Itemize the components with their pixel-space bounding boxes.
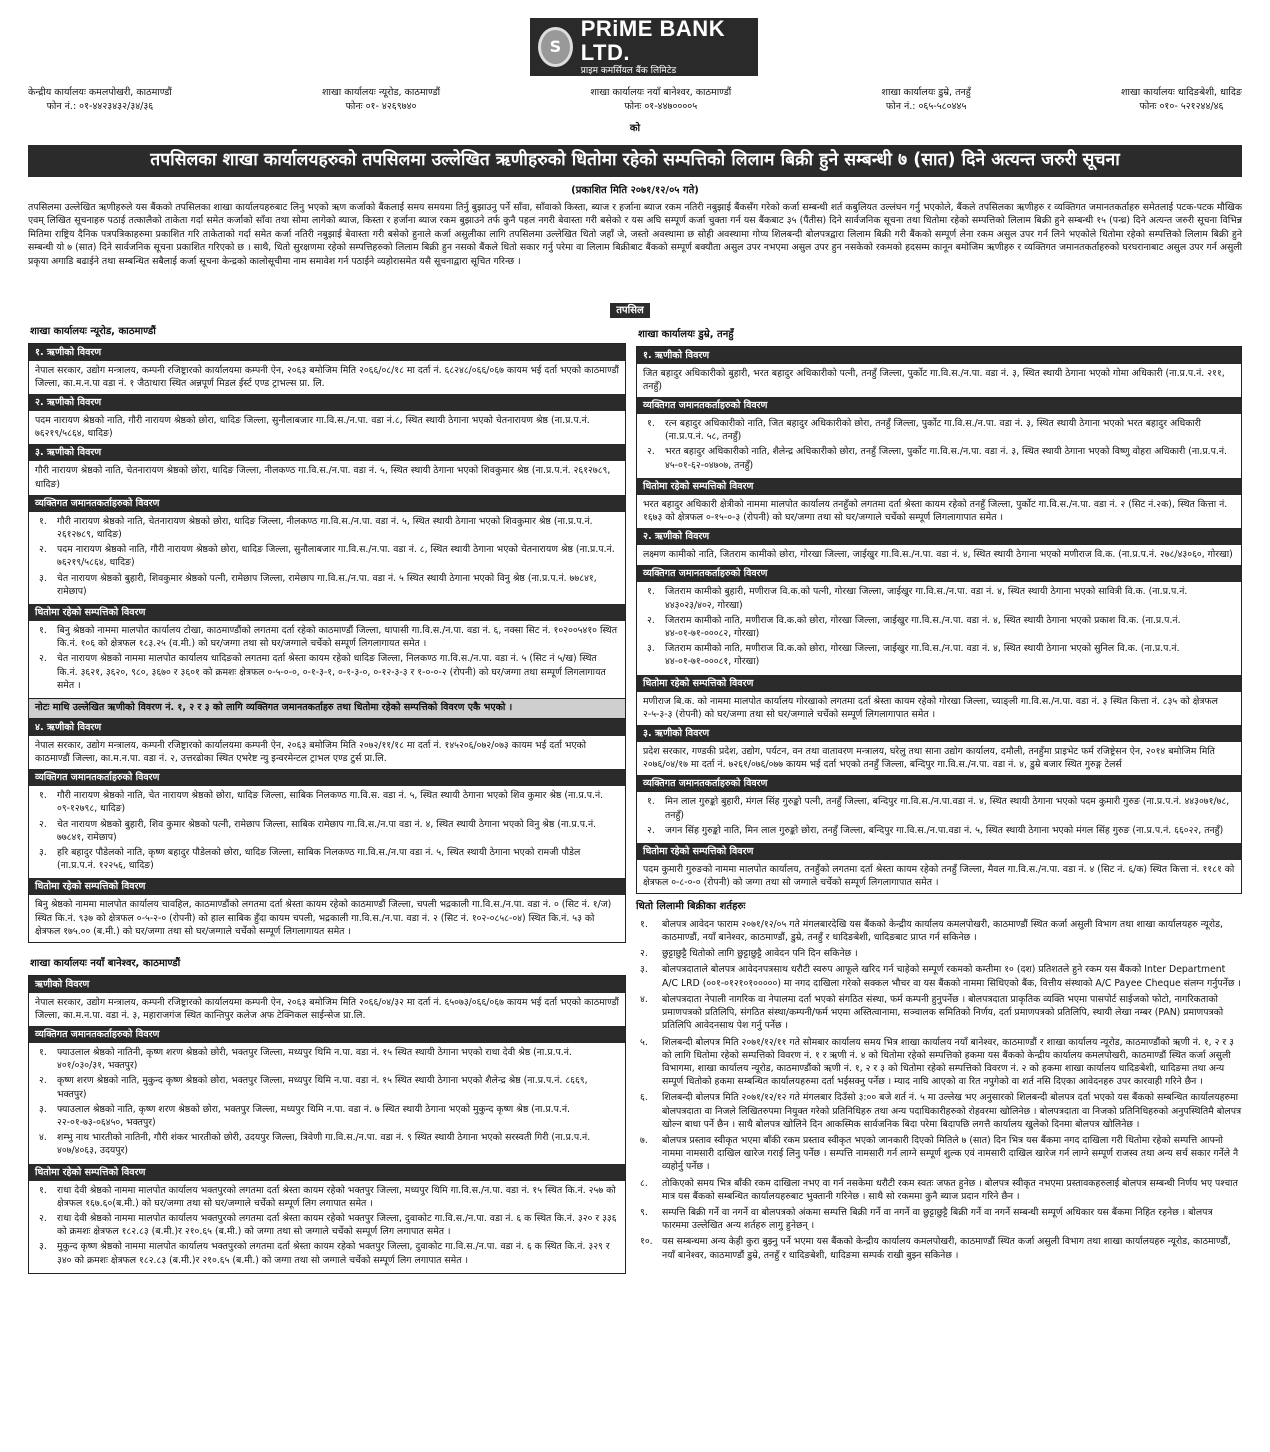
section-text: छुट्टाछुट्टै धितोको लागि छुट्टाछुट्टै आवेदन पनि दिन सकिनेछ । [662, 948, 858, 960]
term-item [636, 947, 1242, 960]
logo-brand: PRiME BANK LTD. [580, 16, 726, 65]
section-text [637, 792, 1241, 843]
logo-nepali: प्राइम कमर्सियल बैंक लिमिटेड [580, 66, 677, 76]
section-text: जित बहादुर अधिकारीको बुहारी, भरत बहादुर अधिकारीको पत्नी, तनहुँ जिल्ला, पुर्कोट गा.वि.स./न.पा. वडा नं. ३, स्थित स्थायी ठेगाना भएको गोमा अधिकारी (ना.प्र.प.नं. २११, तनहुँ) [643, 367, 1225, 392]
section-text: मणीराज बि.क. को नाममा मालपोत कार्यालय गोरखाको लगतमा दर्ता श्रेस्ता कायम रहेको गोरखा जिल्ला, च्याङ्ली गा.वि.स./न.पा. वडा नं. ३ स्थित कित्ता नं. ८३५ को क्षेत्रफल २-५-३-३ (रोपनी) को घर/जग्गा तथा सो घर/जग्गाले चर्चेको सम्पूर्ण लिगलागापात समेत । [643, 695, 1218, 720]
item-number: ५. [640, 1036, 648, 1048]
section-text: चेत नारायण श्रेष्ठको नाममा मालपोत कार्यालय धादिङको लगतमा दर्ता श्रेस्ता कायम रहेको धादिङ जिल्ला, निलकण्ठ गा.वि.स./न.पा. वडा नं. ५ (सिट नं ५/ख) स्थित कि.नं. ३६२१, ३६२०, ९८०, ३६७० र ३६०१ को क्रमशः क्षेत्रफल ०-५-०-०, ०-१-३-१, ०-१-३-०, ०-१२-३-३ र १-०-०-२ (रोपनी) को घर/जग्गा तथा सम्पूर्ण लिगलागायत समेत । [57, 653, 606, 691]
section-heading: व्यक्तिगत जमानतकर्ताहरुको विवरण [637, 565, 1241, 582]
left-column [28, 325, 626, 1274]
item-number: ८. [640, 1177, 648, 1189]
item-number: १. [39, 515, 47, 527]
item-number: २. [647, 614, 655, 626]
section-heading: व्यक्तिगत जमानतकर्ताहरुको विवरण [29, 769, 625, 786]
section-text: पदम नारायण श्रेष्ठको नाति, गौरी नारायण श्रेष्ठको छोरा, धादिङ जिल्ला, सुनौलाबजार गा.वि.स./न.पा. वडा नं.८, स्थित स्थायी ठेगाना भएको चेतनारायण श्रेष्ठ (ना.प्र.प.नं. ७६२१९/५८६४, धादिङ) [35, 414, 590, 440]
borrower-block [28, 975, 626, 1274]
section-text: लक्ष्मण कामीको नाति, जितराम कामीको छोरा, गोरखा जिल्ला, जाईखुर गा.वि.स./न.पा. वडा नं. ४, स्थित स्थायी ठेगाना भएको मणीराज वि.क. (ना.प्र.प.नं. २७८/४३०६०, गोरखा) [643, 549, 1233, 561]
section-text: भरत बहादुर अधिकारी क्षेत्रीको नाममा मालपोत कार्यालय तनहुँको लगतमा दर्ता श्रेस्ता कायम रहेको तनहुँ जिल्ला, पुर्कोट गा.वि.स./न.पा. वडा नं. २ (सिट नं.२क), स्थित कित्ता नं. १६७३ को क्षेत्रफल ०-१५-०-३ (रोपनी) को घर/जग्गा तथा सो घर/जग्गाले चर्चेको सम्पूर्ण लिगलागापात समेत । [643, 498, 1228, 523]
borrower-block [28, 343, 626, 699]
section-text: चेत नारायण श्रेष्ठको बुहारी, शिव कुमार श्रेष्ठको पत्नी, रामेछाप जिल्ला, साबिक रामेछाप गा.वि.स./न.पा वडा नं. ४, स्थित स्थायी ठेगाना भएको विनु श्रेष्ठ (ना.प्र.प.नं. ७७८४१, रामेछाप) [57, 818, 597, 843]
branch-dumre: शाखा कार्यालयः डुम्रे, तनहुँ [638, 329, 734, 340]
section-text: नेपाल सरकार, उद्योग मन्त्रालय, कम्पनी रजिष्ट्रारको कार्यालयमा कम्पनी ऐन, २०६३ बमोजिम मिति २०७२/११/१८ मा दर्ता नं. १४५२०६/०७२/०७३ कायम भई दर्ता भएको काठमाण्डौं जिल्ला, का.म.न.पा. वडा नं. २, उत्तरढोका स्थित एभरेष्ट न्यु इन्वरमेन्टल ट्राभल एण्ड टुर्स प्रा.लि. [35, 739, 587, 764]
branch-newroad: शाखा कार्यालयः न्यूरोड, काठमाण्डौं [30, 326, 156, 337]
section-text: बोलपत्र आवेदन फाराम २०७१/१२/०५ गते मंगलबारदेखि यस बैंकको केन्द्रीय कार्यालय कमलपोखरी, काठमाण्डौं स्थित कर्जा असुली विभाग तथा शाखा कार्यालयहरु न्यूरोड, काठमाण्डौं, नयाँ बानेश्वर, काठमाण्डौं, डुम्रे, तनहुँ र धादिङबेशी, धादिङबाट प्राप्त गर्न सकिनेछ । [662, 918, 1223, 944]
section-text: नेपाल सरकार, उद्योग मन्त्रालय, कम्पनी रजिष्ट्रारको कार्यालयमा कम्पनी ऐन, २०६३ बमोजिम मिति २०६६/०८/१८ मा दर्ता नं. ६८२४८/०६६/०६७ कायम भई दर्ता भएको काठमाण्डौं जिल्ला, का.म.न.पा वडा नं. १ जैठाधारा स्थित अन्नपूर्ण मिडल ईर्स्ट एण्ड ट्राभल्स प्रा. लि. [35, 364, 619, 389]
item-number: ७. [640, 1134, 648, 1146]
item-number: ४. [640, 993, 648, 1005]
item-number: ३. [647, 643, 655, 655]
section-text: बिनु श्रेष्ठको नाममा मालपोत कार्यालय टोखा, काठमाण्डौंको लगतमा दर्ता रहेको काठमाण्डौं जिल्ला, धापासी गा.वि.स./न.पा. वडा नं. ६, नक्सा सिट नं. १०२००५४१० स्थित कि.नं. १०६ को क्षेत्रफल १८३.२५ (व.मी.) को घर/जग्गा तथा सो घर/जग्गाले चर्चेको सम्पूर्ण लिगलागायत समेत । [57, 624, 618, 650]
borrower-block [28, 718, 626, 943]
list-item [35, 789, 619, 815]
item-number: ९. [640, 1206, 648, 1218]
term-item [636, 1177, 1242, 1203]
section-heading: ऋणीको विवरण [29, 976, 625, 993]
item-number: २. [647, 824, 655, 836]
section-heading: धितोमा रहेको सम्पत्तिको विवरण [637, 843, 1241, 860]
section-heading: ३. ऋणीको विवरण [29, 444, 625, 461]
term-item [636, 1206, 1242, 1232]
item-number: १. [39, 1184, 47, 1196]
list-item [35, 1046, 619, 1072]
section-text: पदम नारायण श्रेष्ठको नाति, गौरी नारायण श्रेष्ठको छोरा, धादिङ जिल्ला, सुनौलाबजार गा.वि.स./न.पा. वडा नं. ८, स्थित स्थायी ठेगाना भएको चेतनारायण श्रेष्ठ (ना.प्र.प.नं. ७६२१९/५८६४, धादिङ) [57, 544, 615, 569]
section-heading: ४. ऋणीको विवरण [29, 719, 625, 736]
item-number: २. [647, 446, 655, 458]
list-item [35, 1074, 619, 1100]
section-text [29, 786, 625, 878]
branch-baneshwor: शाखा कार्यालयः नयाँ बानेश्वर, काठमाण्डौं [30, 958, 181, 969]
term-item [636, 1235, 1242, 1261]
section-text: मिन लाल गुरुङ्को बुहारी, मंगल सिंह गुरुङ्को पत्नी, तनहुँ जिल्ला, बन्दिपुर गा.वि.स./न.पा.वडा नं. ४, स्थित स्थायी ठेगाना भएको पदम कुमारी गुरुङ (ना.प्र.प.नं. ४४३०७१/७८, तनहुँ) [665, 796, 1230, 821]
office-list [28, 86, 1242, 116]
section-text: पदम कुमारी गुरुङको नाममा मालपोत कार्यालय, तनहुँको लगतमा दर्ता श्रेस्ता कायम रहेको तनहुँ जिल्ला, मैवल गा.वि.स./न.पा. वडा नं. ४ (सिट नं. ६/क) स्थित कित्ता नं. ११८१ को क्षेत्रफल ०-८-०-० (रोपनी) को जग्गा तथा सो जग्गाले चर्चेको सम्पूर्ण लिगलागापात समेत । [643, 863, 1235, 889]
list-item [643, 445, 1235, 471]
section-text: राधा देवी श्रेष्ठको नाममा मालपोत कार्यालय भक्तपुरको लगतमा दर्ता श्रेस्ता कायम रहेको भक्तपुर जिल्ला, दुवाकोट गा.वि.स./न.पा. वडा नं. ६ क स्थित कि.नं. ३२० र ३३६ को क्रमशः क्षेत्रफल १८२.८३ (ब.मी.)र २१०.६५ (ब.मी.) को जग्गा तथा सो जग्गाले चर्चेको सम्पूर्ण लिग लगापात समेत । [57, 1212, 617, 1238]
item-number: १०. [640, 1236, 653, 1248]
section-heading: धितोमा रहेको सम्पत्तिको विवरण [637, 675, 1241, 692]
item-number: १. [39, 790, 47, 802]
list-item [35, 572, 619, 598]
section-text: जितराम कामीको नाति, मणीराज वि.क.को छोरा, गोरखा जिल्ला, जाईखुर गा.वि.स./न.पा. वडा नं. ४, स्थित स्थायी ठेगाना भएको सुनिल वि.क. (ना.प्र.प.नं. ४४-०१-७१-०००८१, गोरखा) [665, 643, 1180, 668]
term-item [636, 1134, 1242, 1174]
section-text [29, 512, 625, 604]
section-text [29, 1181, 625, 1273]
section-text: गौरी नारायण श्रेष्ठको नाति, चेत नारायण श्रेष्ठको छोरा, धादिङ जिल्ला, साबिक निलकण्ठ गा.वि.स. वडा नं. ५, स्थित स्थायी ठेगाना भएको शिव कुमार श्रेष्ठ (ना.प्र.प.नं. ०९-१२७९८, धादिङ) [57, 790, 604, 815]
office-dumre: शाखा कार्यालयः डुम्रे, तनहुँ फोन नं.: ०६५-५८०४४५ [881, 87, 971, 112]
list-item [35, 1212, 619, 1238]
section-text: कृष्ण शरण श्रेष्ठको नाति, मुकुन्द कृष्ण श्रेष्ठको छोरा, भक्तपुर जिल्ला, मध्यपुर थिमि न.पा. वडा नं. १५ स्थित स्थायी ठेगाना भएको शैलेन्द्र श्रेष्ठ (ना.प्र.प.नं. ८६६९, भक्तपुर) [57, 1075, 588, 1100]
office-newroad: शाखा कार्यालयः न्यूरोड, काठमाण्डौं फोनः ०१- ४२६९७४० [322, 87, 441, 112]
list-item [35, 652, 619, 692]
section-text: प्रदेश सरकार, गण्डकी प्रदेश, उद्योग, पर्यटन, वन तथा वातावरण मन्त्रालय, घरेलु तथा साना उद्योग कार्यालय, दमौली, तनहुँमा प्राइभेट फर्म रजिष्ट्रेसन ऐन, २०१४ बमोजिम मिति २०७६/०४/१७ मा दर्ता नं. ७२६१/०७६/०७७ कायम भई दर्ता भएको तनहुँ जिल्ला, बन्दिपुर गा.वि.स./न.पा. वडा नं. ४, डुम्रे बजार स्थित गुरुङ्ग टेलर्स [643, 745, 1215, 771]
ko-label: को [629, 123, 641, 134]
list-item [643, 585, 1235, 611]
item-number: १. [647, 586, 655, 598]
section-text: यस सम्बन्धमा अन्य केही कुरा बुझ्नु पर्ने भएमा यस बैंकको केन्द्रीय कार्यालय कमलपोखरी, काठमाण्डौं स्थित कर्जा असुली विभाग तथा शाखा कार्यालयहरु न्यूरोड, काठमाण्डौं, नयाँ बानेश्वर, काठमाण्डौं डुम्रे, तनहुँ र धादिङबेशी, धादिङमा सम्पर्क राखी बुझ्न सकिनेछ । [662, 1236, 1231, 1261]
intro-paragraph: तपसिलमा उल्लेखित ऋणीहरुले यस बैंकको तपसिलका शाखा कार्यालयहरुबाट लिनु भएको ऋण कर्जाको बैंकलाई समय समयमा तिर्नु बुझाउनु पर्ने साँवा, साँवाको किस्ता, ब्याज र हर्जाना ब्याज रकम नतिरी नबुझाई बैंकसँग गरेको कर्जा सम्बन्धी शर्त कबुलियत उल्लंघन गर्नु भएकोले, बैंकले तपसिलका ऋणीहरु र व्यक्तिगत जमानतकर्ताहरु समेतलाई पटक-पटक मौखिक एवम् लिखित सूचनाहरु पठाई तत्कालैको ताकेता गर्दा समेत कर्जाको साँवा तथा सोमा लागेको ब्याज, किस्ता र हर्जाना ब्याज रकम बुझाउने तर्फ कुनै पहल नगरी बेवास्ता गरी बसेको र यस अघि सम्पूर्ण कर्जा चुक्ता गर्न यस बैंकबाट ३५ (पैंतीस) दिने सार्वजनिक सूचना तथा धितोमा रहेको सम्पत्तिको लिलाम बिक्री हुने सम्बन्धी १५ (पन्ध्र) दिने अत्यन्त जरुरी सूचना विभिन्न मितिमा राष्ट्रिय दैनिक पत्रपत्रिकाहरुमा प्रकाशित गरि ताकेताको गर्दा समेत कर्जा नतिरी नबुझाई बेवास्ता गरी बसेको हुनाले कर्जा असुलीका लागि तपसिलमा उल्लेखित धितो जहाँ जे, जस्तो अवस्थामा छ सोही अवस्थामा गोप्य शिलबन्दी बोलपत्रद्वारा लिलाम बिक्री गरी बैंकको सम्पूर्ण लेना रकम असुल उपर गर्न लिने भएकोले धितोमा रहेको सम्पत्तिको लिलाम बिक्री हुने सम्बन्धी यो ७ (सात) दिने सार्वजनिक सूचना प्रकाशित गरिएको छ । साथै, धितो सुरक्षणमा रहेको सम्पत्तिहरुको लिलाम बिक्री हुन नसको बैंकले धितो सकार गर्नु परेमा वा लिलाम बिक्रीबाट बैंकको सम्पूर्ण बक्यौता असुल उपर नभएमा असुल उपर हुन नसकेको रकमको हदसम्म कानून बमोजिम ऋणीहरु र व्यक्तिगत जमानतकर्ताहरुको घरघरानाबाट असुल उपर गर्न असुली प्रकृया अगाडि बढाईने तथा सम्बन्धित सबैलाई कर्जा सूचना केन्द्रको कालोसूचीमा नाम समावेश गर्न पठाईने व्यहोरासमेत यसै सूचनाद्वारा सूचित गरिन्छ । [28, 202, 1242, 267]
section-text: शिलबन्दी बोलपत्र मिति २०७१/१२/११ गते सोमबार कार्यालय समय भित्र शाखा कार्यालय नयाँ बानेश्वर, काठमाण्डौं र शाखा कार्यालय न्यूरोड, काठमाण्डौंको ऋणी नं. १, २ र ३ को लागि धितोमा रहेको सम्पत्तिको विवरण नं. १ र ऋणी नं. ४ को धितोमा रहेको सम्पत्तिको हकमा यस बैंकको केन्द्रीय कार्यालय कमलपोखरी, काठमाण्डौं स्थित कर्जा असुली विभागमा, शाखा कार्यालय न्यूरोड, काठमाण्डौंको ऋणी नं. १, २ र ३ को धितोमा रहेको सम्पत्तिको विवरण नं. २ को हकमा शाखा कार्यालय धादिङबेशी, धादिङमा तथा अन्य सम्पूर्ण धितोको हकमा सम्बन्धित कार्यालयहरुमा दर्ता भईसक्नु पर्नेछ । म्याद नाघि आएको वा रित नपुगेको वा शर्त नसि दिएका आवेदनहरु उपर कारवाही गरिने छैन । [662, 1036, 1234, 1088]
list-item [643, 417, 1235, 443]
item-number: ४. [39, 1132, 47, 1144]
section-heading: धितोमा रहेको सम्पत्तिको विवरण [29, 604, 625, 621]
section-text: चेत नारायण श्रेष्ठको बुहारी, शिवकुमार श्रेष्ठको पत्नी, रामेछाप जिल्ला, रामेछाप गा.वि.स./न.पा. वडा नं. ५ स्थित स्थायी ठेगाना भएको विनु श्रेष्ठ (ना.प्र.प.नं. ७७८४१, रामेछाप) [57, 572, 597, 597]
section-text: बोलपत्रदाता नेपाली नागरिक वा नेपालमा दर्ता भएको संगठित संस्था, फर्म कम्पनी हुनुपर्नेछ । बोलपत्रदाता प्राकृतिक व्यक्ति भएमा पासपोर्ट साईजको फोटो, नागरिकताको प्रमाणपत्रको प्रतिलिपि, संगठित संस्था/कम्पनी/फर्म भएमा अस्तित्वानामा, सञ्चालक समितिको निर्णय, दर्ता प्रमाणपत्रको प्रतिलिपि, स्थायी लेखा नम्बर (PAN) प्रमाणपत्रको प्रतिलिपि आवेदनसाथ पेश गर्नु पर्नेछ । [662, 993, 1224, 1032]
list-item [35, 818, 619, 844]
office-dhading: शाखा कार्यालयः धादिङबेशी, धादिङ फोनः ०१०- ५२१२४४/४६ [1121, 87, 1242, 112]
term-item [636, 1036, 1242, 1089]
item-number: ३. [39, 1103, 47, 1115]
section-text: राधा देवी श्रेष्ठको नाममा मालपोत कार्यालय भक्तपुरको लगतमा दर्ता श्रेस्ता कायम रहेको भक्तपुर जिल्ला, मध्यपुर थिमि गा.वि.स./न.पा. वडा नं. १५ स्थित कि.नं. २५७ को क्षेत्रफल १६७.६०(ब.मी.) को घर/जग्गा तथा सो घर/जग्गाले चर्चेको सम्पूर्ण लिग लगापात समेत । [57, 1184, 616, 1209]
section-text [29, 621, 625, 698]
list-item [35, 1103, 619, 1129]
section-heading: व्यक्तिगत जमानतकर्ताहरुको विवरण [637, 397, 1241, 414]
item-number: २. [39, 818, 47, 830]
bank-logo [530, 18, 758, 76]
section-heading: व्यक्तिगत जमानतकर्ताहरुको विवरण [29, 1026, 625, 1043]
list-item [35, 846, 619, 872]
item-number: २. [39, 544, 47, 556]
item-number: ६. [640, 1092, 648, 1104]
section-text: बोलपत्र प्रस्ताव स्वीकृत भएमा बाँकी रकम प्रस्ताव स्वीकृत भएको जानकारी दिएको मितिले ७ (सात) दिन भित्र यस बैंकमा नगद दाखिला गरी धितोमा रहेको सम्पत्ति आफ्नो नाममा नामसारी दाखिल खारेज गराई लिनु पर्नेछ । सम्पत्ति नामसारी गर्न लाग्ने सम्पूर्ण शुल्क एवं नामसारी दाखिल खारेज गर्न लाग्ने सम्पूर्ण राजस्व तथा अन्य सर्च सकार गर्नेले नै व्यहोर्नु पर्नेछ । [662, 1134, 1239, 1173]
list-item [35, 624, 619, 650]
item-number: २. [39, 1212, 47, 1224]
section-heading: धितोमा रहेको सम्पत्तिको विवरण [29, 878, 625, 895]
section-text: जितराम कामीको बुहारी, मणीराज वि.क.को पत्नी, गोरखा जिल्ला, जाईखुर गा.वि.स./न.पा. वडा नं. ४, स्थित स्थायी ठेगाना भएको सावित्री वि.क. (ना.प्र.प.नं. ४४३०२३/४०२, गोरखा) [665, 586, 1188, 611]
section-heading: १. ऋणीको विवरण [29, 344, 625, 361]
section-heading: ३. ऋणीको विवरण [637, 725, 1241, 742]
notice-title: तपसिलका शाखा कार्यालयहरुको तपसिलमा उल्लेखित ऋणीहरुको धितोमा रहेको सम्पत्तिको लिलाम बिक्री हुने सम्बन्धी ७ (सात) दिने अत्यन्त जरुरी सूचना [28, 145, 1242, 177]
section-heading: १. ऋणीको विवरण [637, 347, 1241, 364]
section-text: बिनु श्रेष्ठको नाममा मालपोत कार्यालय चावहिल, काठमाण्डौंको लगतमा दर्ता श्रेस्ता कायम रहेको काठमाण्डौं जिल्ला, चपली भद्रकाली गा.वि.स./न.पा. वडा नं. ० (सिट नं. १/ज) स्थित कि.नं. ९३७ को क्षेत्रफल ०-५-२-० (रोपनी) को हाल साबिक हुँदा कायम चपली, भद्रकाली गा.वि.स./न.पा. वडा नं. २ (सिट नं. १०२-०८५८-०४) स्थित कि.नं. ५३ को क्षेत्रफल १७५.०० (ब.मी.) को घर/जग्गा तथा सो घर/जग्गाले चर्चेको सम्पूर्ण लिगलागायत समेत । [35, 899, 612, 937]
section-text: रत्न बहादुर अधिकारीको नाति, जित बहादुर अधिकारीको छोरा, तनहुँ जिल्ला, पुर्कोट गा.वि.स./न.पा. वडा नं. ३, स्थित स्थायी ठेगाना भएको भरत बहादुर अधिकारी (ना.प्र.प.नं. ५८, तनहुँ) [665, 417, 1201, 443]
section-text: शिलबन्दी बोलपत्र मिति २०७१/१२/१२ गते मंगलबार दिउँसो ३:०० बजे शर्त नं. ५ मा उल्लेख भए अनुसारको शिलबन्दी बोलपत्र दर्ता भएको यस बैंकको सम्बन्धित कार्यालयहरुमा बोलपत्रदाता वा निजले लिखितरुपमा नियुक्त गरेको प्रतिनिधिहरु तथा अन्य पदाधिकारीहरुको रोहवरमा खोलिनेछ । बोलपत्रदाता वा निजको प्रतिनिधिहरुको अनुपस्थितिमै बोलपत्र खोल्न बाधा पर्ने छैन । साथै बोलपत्र खोलिने दिन आकस्मिक सार्वजनिक बिदा परेमा बिदापछि लगत्तै कार्यालय खुलेको दिनमा बोलपत्र खोलिनेछ । [662, 1092, 1242, 1130]
item-number: ३. [39, 1241, 47, 1253]
section-text: जितराम कामीको नाति, मणीराज वि.क.को छोरा, गोरखा जिल्ला, जाईखुर गा.वि.स./न.पा. वडा नं. ४, स्थित स्थायी ठेगाना भएको प्रकाश वि.क. (ना.प्र.प.नं. ४४-०१-७१-०००८२, गोरखा) [665, 614, 1181, 639]
item-number: १. [647, 796, 655, 808]
section-heading: २. ऋणीको विवरण [29, 394, 625, 411]
section-text: भरत बहादुर अधिकारीको नाति, शैलेन्द्र अधिकारीको छोरा, तनहुँ जिल्ला, पुर्कोट गा.वि.स./न.पा. वडा नं. ३, स्थित स्थायी ठेगाना भएको विष्णु वोहरा अधिकारी (ना.प्र.प.नं. ४५-०१-६२-०४७०७, तनहुँ) [665, 446, 1227, 471]
term-item [636, 1091, 1242, 1131]
section-text: गौरी नारायण श्रेष्ठको नाति, चेतनारायण श्रेष्ठको छोरा, धादिङ जिल्ला, नीलकण्ठ गा.वि.स./न.पा. वडा नं. ५, स्थित स्थायी ठेगाना भएको शिवकुमार श्रेष्ठ (ना.प्र.प.नं. २६१२७८९, धादिङ) [57, 515, 593, 540]
section-heading: २. ऋणीको विवरण [637, 528, 1241, 545]
logo-emblem-icon: S [538, 27, 573, 67]
section-text: सम्पत्ति बिक्री गर्ने वा नगर्ने वा बोलपत्रको अंकमा सम्पत्ति बिक्री गर्ने वा नगर्ने वा छुट्टाछुट्टै बिक्री गर्ने वा नगर्ने सम्बन्धी सम्पूर्ण अधिकार यस बैंकमा निहित रहनेछ । बोलपत्र फारममा उल्लेखित अन्य शर्तहरु लागु हुनेछन् । [662, 1206, 1213, 1232]
section-text: गौरी नारायण श्रेष्ठको नाति, चेतनारायण श्रेष्ठको छोरा, धादिङ जिल्ला, नीलकण्ठ गा.वि.स./न.पा. वडा नं. ५, स्थित स्थायी ठेगाना भएको शिवकुमार श्रेष्ठ (ना.प्र.प.नं. २६१२७८९, धादिङ) [35, 465, 611, 490]
section-text: फ्याउलाल श्रेष्ठको नाति, कृष्ण शरण श्रेष्ठको छोरा, भक्तपुर जिल्ला, मध्यपुर थिमि न.पा. वडा नं. ७ स्थित स्थायी ठेगाना भएको मुकुन्द कृष्ण श्रेष्ठ (ना.प्र.प.नं. २२-०१-७३-०६४५०, भक्तपुर) [57, 1103, 570, 1128]
office-baneshwor: शाखा कार्यालयः नयाँ बानेश्वर, काठमाण्डौं फोनः ०१-४४७००००५ [590, 87, 732, 112]
section-text: शम्भु नाथ भारतीको नातिनी, गौरी शंकर भारतीको छोरी, उदयपुर जिल्ला, त्रिवेणी गा.वि.स./न.पा. वडा नं. ९ स्थित स्थायी ठेगाना भएको सरस्वती गिरी (ना.प्र.प.नं. ४०७/४०६३, उदयपुर) [57, 1132, 591, 1157]
section-text: फ्याउलाल श्रेष्ठको नातिनी, कृष्ण शरण श्रेष्ठको छोरी, भक्तपुर जिल्ला, मध्यपुर थिमि न.पा. वडा नं. १५ स्थित स्थायी ठेगाना भएको राधा देवी श्रेष्ठ (ना.प्र.प.नं. ४०१/०३०/३१, भक्तपुर) [57, 1046, 572, 1072]
list-item [643, 642, 1235, 668]
item-number: २. [39, 653, 47, 665]
section-text: नेपाल सरकार, उद्योग मन्त्रालय, कम्पनी रजिष्ट्रारको कार्यालयमा कम्पनी ऐन, २०६३ बमोजिम मिति २०६६/०४/३२ मा दर्ता नं. ६५०७३/०६६/०६७ कायम भई दर्ता भएको काठमाण्डौं जिल्ला, का.म.न.पा. वडा नं. ३, महाराजगंज स्थित कान्तिपुर कलेज अफ टेक्निकल साईन्सेज प्रा.लि. [35, 996, 619, 1021]
list-item [643, 824, 1235, 837]
item-number: १. [39, 624, 47, 636]
section-text [29, 1043, 625, 1164]
list-item [643, 795, 1235, 821]
list-item [35, 1131, 619, 1157]
publication-date: (प्रकाशित मिति २०७१/१२/०५ गते) [571, 185, 699, 196]
list-item [35, 1184, 619, 1210]
borrower-block [636, 346, 1242, 895]
tapsil-label: तपसिल [610, 303, 650, 318]
office-central: केन्द्रीय कार्यालयः कमलपोखरी, काठमाण्डौं फोन नं.: ०१-४४२३४३२/३४/३६ [28, 87, 172, 112]
item-number: १. [39, 1046, 47, 1058]
section-text: जगन सिंह गुरुङ्को नाति, मिन लाल गुरुङ्को छोरा, तनहुँ जिल्ला, बन्दिपुर गा.वि.स./न.पा.वडा नं. ५, स्थित स्थायी ठेगाना भएको मंगल सिंह गुरुङ (ना.प्र.प.नं. ६६०२२, तनहुँ) [665, 824, 1224, 836]
item-number: ३. [39, 572, 47, 584]
right-column [636, 328, 1242, 1265]
section-heading: व्यक्तिगत जमानतकर्ताहरुको विवरण [637, 775, 1241, 792]
terms-title: धितो लिलामी बिक्रीका शर्तहरुः [636, 901, 746, 913]
section-heading: धितोमा रहेको सम्पत्तिको विवरण [29, 1164, 625, 1181]
section-heading: व्यक्तिगत जमानतकर्ताहरुको विवरण [29, 495, 625, 512]
list-item [35, 515, 619, 541]
list-item [35, 543, 619, 569]
section-text [637, 414, 1241, 478]
item-number: १. [640, 918, 648, 930]
item-number: २. [640, 948, 648, 960]
term-item [636, 993, 1242, 1033]
terms-section [636, 900, 1242, 1261]
item-number: १. [647, 417, 655, 429]
list-item [35, 1240, 619, 1266]
section-text: हरि बहादुर पौडेलको नाति, कृष्ण बहादुर पौडेलको छोरा, धादिङ जिल्ला, साबिक निलकण्ठ गा.वि.स./न.पा वडा नं. ५, स्थित स्थायी ठेगाना भएको रामजी पौडेल (ना.प्र.प.नं. १२२५६, धादिङ) [57, 846, 581, 872]
item-number: ३. [39, 846, 47, 858]
section-text: मुकुन्द कृष्ण श्रेष्ठको नाममा मालपोत कार्यालय भक्तपुरको लगतमा दर्ता श्रेस्ता कायम रहेको भक्तपुर जिल्ला, दुवाकोट गा.वि.स./न.पा. वडा नं. ६ क स्थित कि.नं. ३२९ र ३४० को क्रमशः क्षेत्रफल १८२.८३ (ब.मी.)र २१०.६५ (ब.मी.) को जग्गा तथा सो जग्गाले चर्चेको सम्पूर्ण लिग लगापात समेत । [57, 1241, 610, 1266]
term-item [636, 918, 1242, 944]
item-number: २. [39, 1075, 47, 1087]
note-row: नोटः माथि उल्लेखित ऋणीको विवरण नं. १, २ र ३ को लागि व्यक्तिगत जमानतकर्ताहरु तथा धितोमा रहेको सम्पत्तिको विवरण एकै भएको । [28, 699, 626, 718]
term-item [636, 963, 1242, 989]
section-text: तोकिएको समय भित्र बाँकी रकम दाखिला नभए वा गर्न नसकेमा धरौटी रकम स्वतः जफत हुनेछ । बोलपत्र स्वीकृत नभएमा प्रस्तावकहरुलाई बोलपत्र सम्बन्धी निर्णय भए पश्चात मात्र यस बैंकको सम्बन्धित कार्यालयहरुबाट भुक्तानी गरिनेछ । साथै सो रकममा कुनै ब्याज प्रदान गरिने छैन । [662, 1177, 1238, 1202]
section-text: बोलपत्रदाताले बोलपत्र आवेदनपत्रसाथ धरौटी स्वरुप आफूले खरिद गर्न चाहेको सम्पूर्ण रकमको कम्तीमा १० (दश) प्रतिशतले हुने रकम यस बैंकको Inter Department A/C LRD (००१-०१२१०१०००००) मा नगद दाखिला गरेको सक्कल भौचर वा यस बैंकको नाममा सिधिएको बैंक, वित्तीय संस्थाको A/C Payee Cheque संलग्न गर्नुपर्नेछ । [662, 964, 1241, 989]
list-item [643, 614, 1235, 640]
item-number: ३. [640, 964, 648, 976]
section-text [637, 582, 1241, 674]
section-heading: धितोमा रहेको सम्पत्तिको विवरण [637, 478, 1241, 495]
